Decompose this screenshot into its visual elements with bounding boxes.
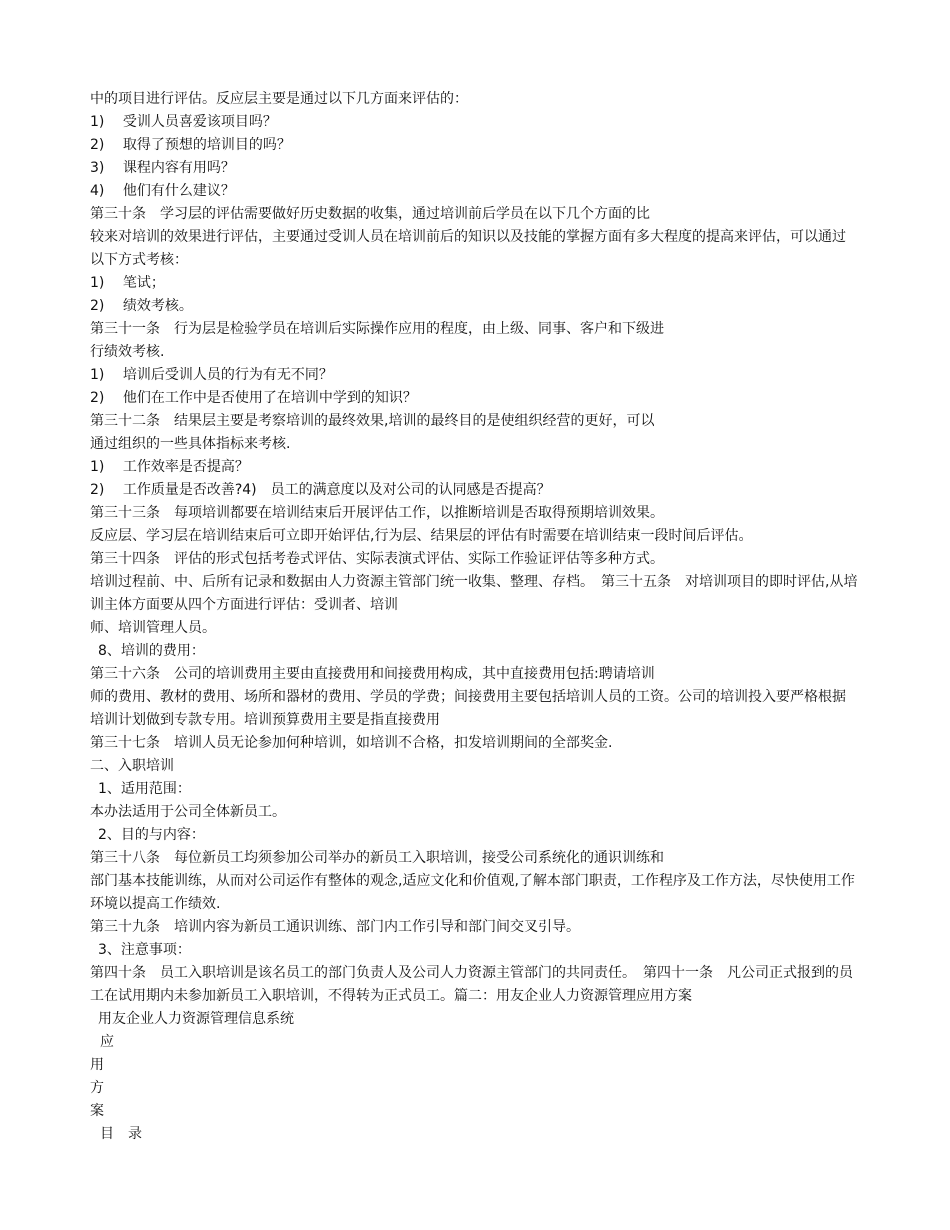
vertical-char: 用 <box>90 1057 104 1073</box>
list-item: 2) 他们在工作中是否使用了在培训中学到的知识？ <box>90 390 417 406</box>
text-line: 反应层、学习层在培训结束后可立即开始评估,行为层、结果层的评估有时需要在培训结束一段时间后评估。 <box>90 528 753 544</box>
article-32: 第三十二条 结果层主要是考察培训的最终效果,培训的最终目的是使组织经营的更好，可以 <box>90 413 655 429</box>
document-page <box>90 88 858 1146</box>
article-37: 第三十七条 培训人员无论参加何种培训，如培训不合格，扣发培训期间的全部奖金. <box>90 735 613 751</box>
list-item: 2) 工作质量是否改善?4) 员工的满意度以及对公司的认同感是否提高？ <box>90 482 551 498</box>
text-line: 师、培训管理人员。 <box>90 620 216 636</box>
text-line: 中的项目进行评估。反应层主要是通过以下几方面来评估的： <box>90 91 468 107</box>
toc-heading: 目 录 <box>100 1126 142 1142</box>
text-line: 师的费用、教材的费用、场所和器材的费用、学员的学费；间接费用主要包括培训人员的工资。公司的培训投入要严格根据培训计划做到专款专用。培训预算费用主要是指直接费用 <box>90 689 846 728</box>
article-40: 第四十条 员工入职培训是该名员工的部门负责人及公司人力资源主管部门的共同责任。 第四十一条 凡公司正式报到的员工在试用期内未参加新员工入职培训，不得转为正式员工。篇二：用友企业人力资源管理应用方案 <box>90 965 853 1004</box>
section-heading: 2、目的与内容： <box>98 827 205 843</box>
text-line: 行绩效考核. <box>90 344 165 360</box>
list-item: 4) 他们有什么建议？ <box>90 183 235 199</box>
article-38: 第三十八条 每位新员工均须参加公司举办的新员工入职培训，接受公司系统化的通识训练和 <box>90 850 664 866</box>
text-line: 本办法适用于公司全体新员工。 <box>90 804 286 820</box>
section-heading: 1、适用范围： <box>98 781 191 797</box>
chapter-heading: 二、入职培训 <box>90 758 174 774</box>
list-item: 2) 绩效考核。 <box>90 298 193 314</box>
list-item: 1) 工作效率是否提高？ <box>90 459 249 475</box>
text-line: 培训过程前、中、后所有记录和数据由人力资源主管部门统一收集、整理、存档。 第三十五条 对培训项目的即时评估,从培训主体方面要从四个方面进行评估：受训者、培训 <box>90 574 858 613</box>
article-34: 第三十四条 评估的形式包括考卷式评估、实际表演式评估、实际工作验证评估等多种方式。 <box>90 551 664 567</box>
article-30: 第三十条 学习层的评估需要做好历史数据的收集，通过培训前后学员在以下几个方面的比 <box>90 206 650 222</box>
list-item: 1) 笔试； <box>90 275 165 291</box>
section-heading: 8、培训的费用： <box>98 643 205 659</box>
article-36: 第三十六条 公司的培训费用主要由直接费用和间接费用构成，其中直接费用包括:聘请培训 <box>90 666 655 682</box>
list-item: 1) 培训后受训人员的行为有无不同？ <box>90 367 333 383</box>
vertical-char: 应 <box>100 1034 114 1050</box>
text-line: 通过组织的一些具体指标来考核. <box>90 436 291 452</box>
list-item: 1) 受训人员喜爱该项目吗？ <box>90 114 277 130</box>
list-item: 2) 取得了预想的培训目的吗？ <box>90 137 291 153</box>
subtitle: 用友企业人力资源管理信息系统 <box>98 1011 294 1027</box>
vertical-char: 案 <box>90 1103 104 1119</box>
vertical-char: 方 <box>90 1080 104 1096</box>
article-39: 第三十九条 培训内容为新员工通识训练、部门内工作引导和部门间交叉引导。 <box>90 919 580 935</box>
text-line: 部门基本技能训练，从而对公司运作有整体的观念,适应文化和价值观,了解本部门职责，工作程序及工作方法，尽快使用工作环境以提高工作绩效. <box>90 873 855 912</box>
article-33: 第三十三条 每项培训都要在培训结束后开展评估工作，以推断培训是否取得预期培训效果。 <box>90 505 664 521</box>
text-line: 较来对培训的效果进行评估，主要通过受训人员在培训前后的知识以及技能的掌握方面有多大程度的提高来评估，可以通过以下方式考核： <box>90 229 846 268</box>
list-item: 3) 课程内容有用吗？ <box>90 160 235 176</box>
section-heading: 3、注意事项： <box>98 942 191 958</box>
article-31: 第三十一条 行为层是检验学员在培训后实际操作应用的程度，由上级、同事、客户和下级进 <box>90 321 664 337</box>
